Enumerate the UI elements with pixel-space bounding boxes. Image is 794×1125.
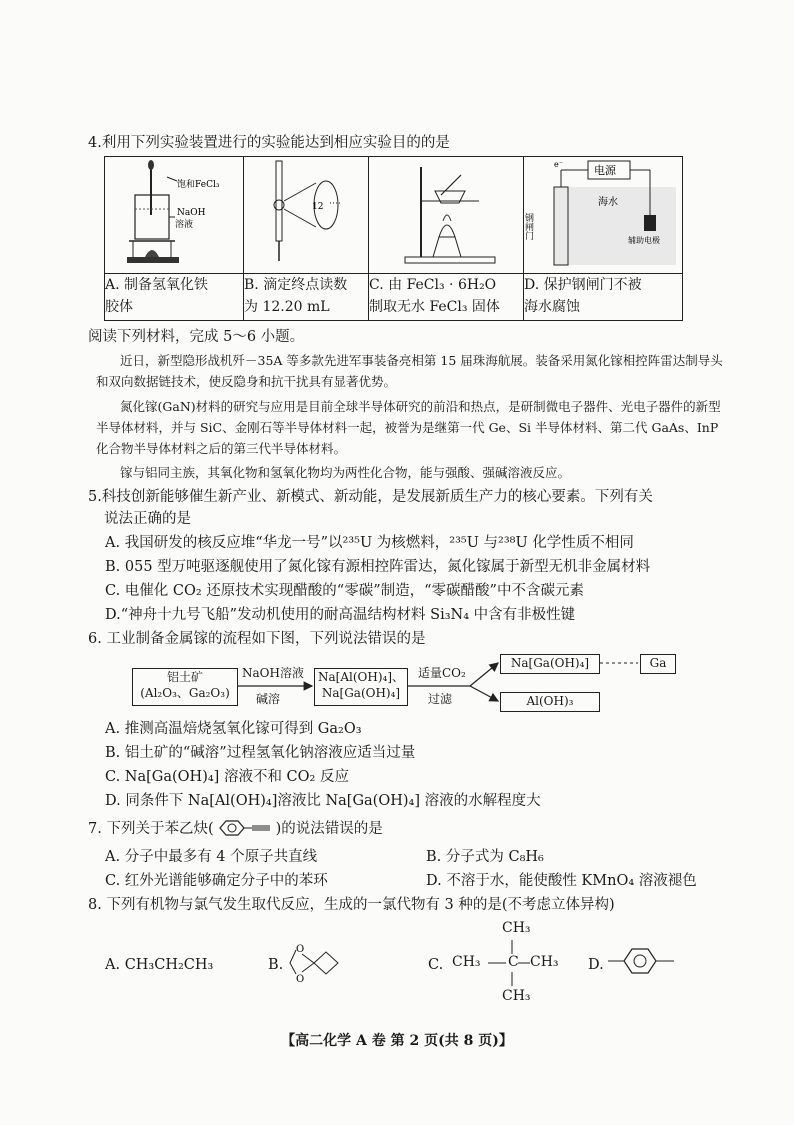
b-reading-label: 12 [312, 202, 324, 212]
q5-option-c[interactable]: C. 电催化 CO₂ 还原技术实现醋酸的“零碳”制造，“零碳醋酸”中不含碳元素 [105, 583, 584, 599]
q7-option-a[interactable]: A. 分子中最多有 4 个原子共直线 [105, 849, 318, 865]
q7-stem-suffix: )的说法错误的是 [275, 821, 383, 837]
q5-option-a[interactable]: A. 我国研发的核反应堆“华龙一号”以²³⁵U 为核燃料，²³⁵U 与²³⁸U 化学性质不相同 [105, 535, 634, 551]
a-fecl3-label: 饱和FeCl₃ [177, 180, 220, 190]
flow-arrow1-reagent: NaOH溶液 [242, 666, 304, 680]
q4-option-a-line1: A. 制备氢氧化铁 [105, 277, 209, 293]
q4-option-c-line1: C. 由 FeCl₃ · 6H₂O [369, 277, 497, 293]
flow-bauxite-formula: (Al₂O₃、Ga₂O₃) [140, 686, 230, 700]
q7-option-b[interactable]: B. 分子式为 C₈H₆ [426, 849, 544, 865]
flow-arrow-2-up [470, 663, 498, 686]
c-methyl-bottom: CH₃ [502, 988, 531, 1004]
q8-option-d-para-xylene-structure-icon [606, 946, 682, 976]
flow-box-ga-complex: Na[Ga(OH)₄] [500, 654, 600, 674]
d-seawater-label: 海水 [598, 197, 618, 208]
q8-option-c-bonds [480, 936, 540, 992]
a-solution-label: 溶液 [175, 220, 194, 230]
flow-arrow2-reagent: 适量CO₂ [418, 666, 466, 680]
q5-stem-line1: 5.科技创新能够催生新产业、新模式、新动能，是发展新质生产力的核心要素。下列有关 [88, 489, 653, 505]
a-naoh-label: NaOH [177, 208, 206, 218]
c-methyl-right: CH₃ [530, 954, 559, 970]
q4-option-d-line1: D. 保护钢闸门不被 [524, 277, 642, 293]
q8-option-b-spiro-structure-icon [286, 938, 346, 988]
reading-intro: 阅读下列材料，完成 5～6 小题。 [88, 329, 305, 345]
q8-option-c-label[interactable]: C. [428, 957, 444, 973]
flow-box-aloh3: Al(OH)₃ [500, 692, 600, 712]
flow-arrow2-step: 过滤 [428, 692, 453, 706]
page-footer: 【高二化学 A 卷 第 2 页(共 8 页)】 [281, 1033, 513, 1049]
c-methyl-top: CH₃ [502, 920, 531, 936]
q8-option-b-label[interactable]: B. [268, 957, 284, 973]
b-oxygen-bottom: O [296, 974, 305, 985]
q4-option-c-line2: 制取无水 FeCl₃ 固体 [369, 299, 500, 315]
q4-stem: 4.利用下列实验装置进行的实验能达到相应实验目的的是 [88, 135, 450, 151]
q4-option-b-line1: B. 滴定终点读数 [244, 277, 348, 293]
flow-solution-line2: Na[Ga(OH)₄] [321, 686, 401, 700]
flow-box-ga: Ga [640, 654, 676, 674]
d-electrode-label: 辅助电极 [628, 236, 660, 245]
q7-stem [88, 818, 728, 840]
q4-option-d-line2: 海水腐蚀 [524, 299, 580, 315]
c-methyl-left: CH₃ [452, 954, 481, 970]
reading-paragraph-1-text: 近日，新型隐形战机歼－35A 等多款先进军事装备亮相第 15 届珠海航展。装备采用氮化镓相控阵雷达制导头和双向数据链技术，使反隐身和抗干扰具有显著优势。 [96, 353, 723, 389]
flow-arrow-2-down [470, 686, 498, 701]
q4-option-b-line2: 为 12.20 mL [244, 299, 330, 315]
q5-stem-line2: 说法正确的是 [104, 511, 191, 527]
q6-option-b[interactable]: B. 铝土矿的“碱溶”过程氢氧化钠溶液应适当过量 [105, 745, 416, 761]
q5-option-d[interactable]: D.“神舟十九号飞船”发动机使用的耐高温结构材料 Si₃N₄ 中含有非极性键 [105, 607, 576, 623]
q7-stem-prefix: 7. 下列关于苯乙炔( [88, 821, 214, 837]
q6-option-a[interactable]: A. 推测高温焙烧氢氧化镓可得到 Ga₂O₃ [105, 721, 362, 737]
q7-option-c[interactable]: C. 红外光谱能够确定分子中的苯环 [105, 873, 328, 889]
q4-option-a-line2: 胶体 [105, 299, 133, 315]
q8-option-a[interactable]: A. CH₃CH₂CH₃ [105, 957, 214, 973]
q8-option-d-label[interactable]: D. [588, 957, 604, 973]
q6-option-d[interactable]: D. 同条件下 Na[Al(OH)₄]溶液比 Na[Ga(OH)₄] 溶液的水解程度大 [105, 793, 541, 809]
q8-stem: 8. 下列有机物与氯气发生取代反应，生成的一氯代物有 3 种的是(不考虑立体异构) [88, 897, 615, 913]
q6-option-c[interactable]: C. Na[Ga(OH)₄] 溶液不和 CO₂ 反应 [105, 769, 349, 785]
reading-paragraph-2-text: 氮化镓(GaN)材料的研究与应用是目前全球半导体研究的前沿和热点，是研制微电子器件、光电子器件的新型半导体材料，并与 SiC、金刚石等半导体材料一起，被誉为是继第一代 Ge、Si 半导体材料、第二代 GaAs、InP 化合物半导体材料之后的第三代半导体材料。 [96, 399, 721, 456]
reading-paragraph-3-text: 镓与铝同主族，其氧化物和氢氧化物均为两性化合物，能与强酸、强碱溶液反应。 [120, 465, 571, 480]
q7-option-d[interactable]: D. 不溶于水，能使酸性 KMnO₄ 溶液褪色 [426, 873, 697, 889]
flow-solution-line1: Na[Al(OH)₄]、 [318, 670, 404, 684]
c-central-carbon: C [508, 954, 519, 970]
flow-bauxite-label: 铝土矿 [166, 670, 203, 684]
b-oxygen-top: O [296, 944, 305, 955]
q6-stem: 6. 工业制备金属镓的流程如下图，下列说法错误的是 [88, 631, 426, 647]
q5-option-b[interactable]: B. 055 型万吨驱逐舰使用了氮化镓有源相控阵雷达，氮化镓属于新型无机非金属材料 [105, 559, 651, 575]
d-gate-label: 钢闸门 [524, 213, 533, 240]
phenylacetylene-structure-icon [214, 819, 276, 837]
d-power-label: 电源 [594, 164, 616, 177]
d-electron-label: e⁻ [554, 160, 563, 169]
flow-arrow1-step: 碱溶 [256, 692, 281, 706]
